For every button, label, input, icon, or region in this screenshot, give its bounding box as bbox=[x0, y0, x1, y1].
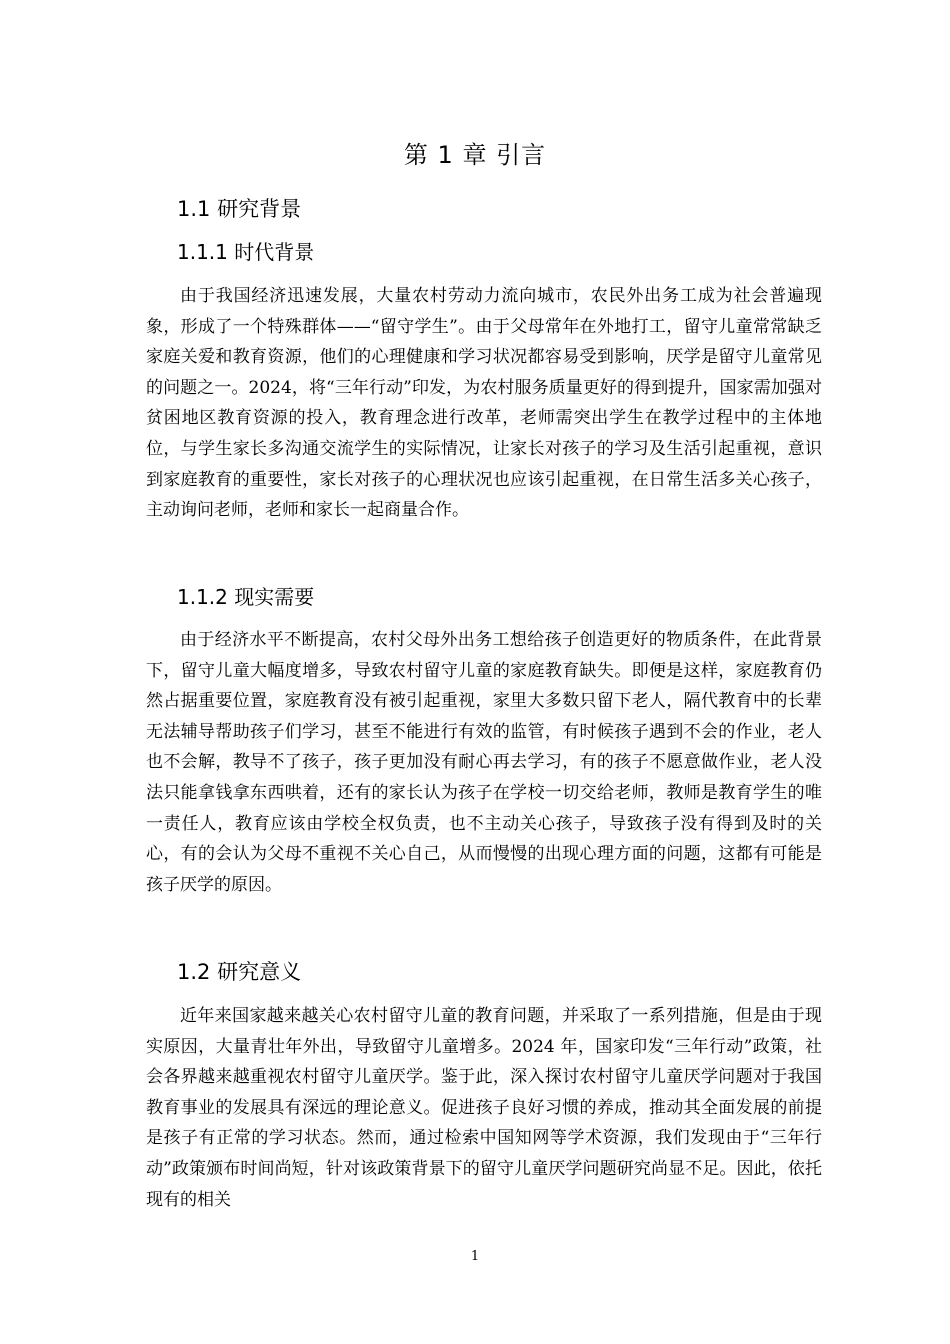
paragraph-era-background: 由于我国经济迅速发展，大量农村劳动力流向城市，农民外出务工成为社会普遍现象，形成了一个特殊群体——“留守学生”。由于父母常年在外地打工，留守儿童常常缺乏家庭关爱和教育资源，他们的心理健康和学习状况都容易受到影响，厌学是留守儿童常见的问题之一。2024，将“三年行动”印发，为农村服务质量更好的得到提升，国家需加强对贫困地区教育资源的投入，教育理念进行改革，老师需突出学生在教学过程中的主体地位，与学生家长多沟通交流学生的实际情况，让家长对孩子的学习及生活引起重视，意识到家庭教育的重要性，家长对孩子的心理状况也应该引起重视，在日常生活多关心孩子，主动询问老师，老师和家长一起商量合作。 bbox=[146, 286, 822, 521]
section-heading-research-significance: 1.2 研究意义 bbox=[177, 960, 302, 984]
section-heading-research-background: 1.1 研究背景 bbox=[177, 197, 302, 221]
paragraph-research-significance: 近年来国家越来越关心农村留守儿童的教育问题，并采取了一系列措施，但是由于现实原因，大量青壮年外出，导致留守儿童增多。2024 年，国家印发“三年行动”政策，社会各界越来越重视农村留守儿童厌学。鉴于此，深入探讨农村留守儿童厌学问题对于我国教育事业的发展具有深远的理论意义。促进孩子良好习惯的养成，推动其全面发展的前提是孩子有正常的学习状态。然而，通过检索中国知网等学术资源，我们发现由于“三年行动”政策颁布时间尚短，针对该政策背景下的留守儿童厌学问题研究尚显不足。因此，依托现有的相关 bbox=[146, 1006, 822, 1210]
subsection-heading-practical-need: 1.1.2 现实需要 bbox=[177, 585, 315, 609]
chapter-title: 第 1 章 引言 bbox=[403, 141, 547, 169]
paragraph-practical-need: 由于经济水平不断提高，农村父母外出务工想给孩子创造更好的物质条件，在此背景下，留守儿童大幅度增多，导致农村留守儿童的家庭教育缺失。即便是这样，家庭教育仍然占据重要位置，家庭教育没有被引起重视，家里大多数只留下老人，隔代教育中的长辈无法辅导帮助孩子们学习，甚至不能进行有效的监管，有时候孩子遇到不会的作业，老人也不会解，教导不了孩子，孩子更加没有耐心再去学习，有的孩子不愿意做作业，老人没法只能拿钱拿东西哄着，还有的家长认为孩子在学校一切交给老师，教师是教育学生的唯一责任人，教育应该由学校全权负责，也不主动关心孩子，导致孩子没有得到及时的关心，有的会认为父母不重视不关心自己，从而慢慢的出现心理方面的问题，这都有可能是孩子厌学的原因。 bbox=[146, 630, 822, 895]
page-number: 1 bbox=[470, 1249, 480, 1264]
subsection-heading-era-background: 1.1.1 时代背景 bbox=[177, 240, 315, 264]
